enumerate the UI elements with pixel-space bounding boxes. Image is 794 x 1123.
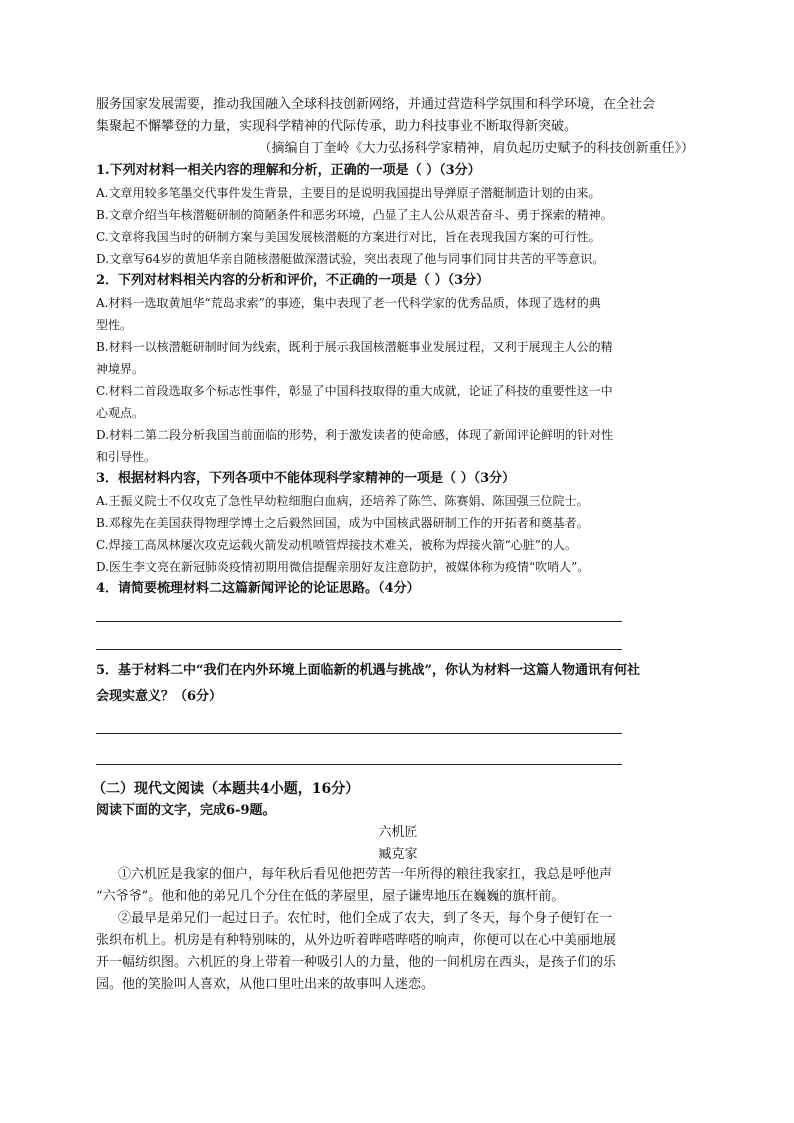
answer-line[interactable] xyxy=(96,621,622,622)
option-c: C.材料二首段选取多个标志性事件，彰显了中国科技取得的重大成就，论证了科技的重要性这一中 xyxy=(96,384,613,398)
option-a: A.文章用较多笔墨交代事件发生背景，主要目的是说明我国提出导弹原子潜艇制造计划的由来。 xyxy=(96,186,601,200)
option-b: B.文章介绍当年核潜艇研制的简陋条件和恶劣环境，凸显了主人公从艰苦奋斗、勇于探索的精神。 xyxy=(96,208,613,222)
option-d: D.材料二第二段分析我国当前面临的形势，利于激发读者的使命感，体现了新闻评论鲜明的针对性 xyxy=(96,428,614,442)
section-heading: （二）现代文阅读（本题共4小题，16分） xyxy=(92,781,360,797)
option-a: A.材料一选取黄旭华“荒岛求索”的事迹，集中表现了老一代科学家的优秀品质，体现了选材的典 xyxy=(96,296,601,310)
question-5-cont: 会现实意义？（6分） xyxy=(96,689,223,704)
answer-line[interactable] xyxy=(96,764,622,765)
question-3: 3．根据材料内容，下列各项中不能体现科学家精神的一项是（ ）（3分） xyxy=(96,471,516,486)
question-2: 2．下列对材料相关内容的分析和评价，不正确的一项是（ ）（3分） xyxy=(96,273,490,288)
article-title: 六机匠 xyxy=(378,825,418,840)
option-b: B.邓稼先在美国获得物理学博士之后毅然回国，成为中国核武器研制工作的开拓者和奠基者。 xyxy=(96,516,589,530)
paragraph-line: ②最早是弟兄们一起过日子。农忙时，他们全成了农夫，到了冬天，每个身子便钉在一 xyxy=(118,911,613,926)
option-a: A.王振义院士不仅攻克了急性早幼粒细胞白血病，还培养了陈竺、陈赛娟、陈国强三位院士。 xyxy=(96,494,589,508)
question-5: 5．基于材料二中“我们在内外环境上面临新的机遇与挑战”，你认为材料一这篇人物通讯有何社 xyxy=(96,663,641,678)
question-4: 4．请简要梳理材料二这篇新闻评论的论证思路。（4分） xyxy=(96,581,420,596)
option-a-cont: 型性。 xyxy=(96,318,133,332)
source-citation: （摘编自丁奎岭《大力弘扬科学家精神，肩负起历史赋予的科技创新重任》） xyxy=(258,141,694,156)
text-line: 集聚起不懈攀登的力量，实现科学精神的代际传承，助力科技事业不断取得新突破。 xyxy=(96,119,578,134)
option-c-cont: 心观点。 xyxy=(96,406,145,420)
option-d-cont: 和引导性。 xyxy=(96,450,157,464)
option-b: B.材料一以核潜艇研制时间为线索，既利于展示我国核潜艇事业发展过程，又利于展现主人公的精 xyxy=(96,340,613,354)
option-b-cont: 神境界。 xyxy=(96,362,145,376)
paragraph-line: 张织布机上。机房是有种特别味的，从外边听着哔嗒哔嗒的响声，你便可以在心中美丽地展 xyxy=(96,933,617,948)
paragraph-line: “六爷爷”。他和他的弟兄几个分住在低的茅屋里，屋子谦卑地压在巍巍的旗杆前。 xyxy=(96,889,565,904)
paragraph-line: 开一幅纺织图。六机匠的身上带着一种吸引人的力量，他的一间机房在西头，是孩子们的乐 xyxy=(96,955,617,970)
text-line: 服务国家发展需要，推动我国融入全球科技创新网络，并通过营造科学氛围和科学环境，在全社会 xyxy=(96,97,656,112)
option-c: C.焊接工高凤林屡次攻克运载火箭发动机喷管焊接技术难关，被称为焊接火箭“心脏”的人。 xyxy=(96,538,577,552)
answer-line[interactable] xyxy=(96,733,622,734)
paragraph-line: 园。他的笑脸叫人喜欢，从他口里吐出来的故事叫人迷恋。 xyxy=(96,977,435,992)
answer-line[interactable] xyxy=(96,649,622,650)
article-author: 臧克家 xyxy=(378,847,418,862)
option-d: D.医生李文亮在新冠肺炎疫情初期用微信提醒亲朋好友注意防护，被媒体称为疫情“吹哨人”。 xyxy=(96,560,590,574)
question-1: 1.下列对材料一相关内容的理解和分析，正确的一项是（ ）（3分） xyxy=(96,163,481,178)
paragraph-line: ①六机匠是我家的佃户，每年秋后看见他把劳苦一年所得的粮往我家扛，我总是呼他声 xyxy=(118,867,613,882)
option-c: C.文章将我国当时的研制方案与美国发展核潜艇的方案进行对比，旨在表现我国方案的可行性。 xyxy=(96,230,601,244)
option-d: D.文章写64岁的黄旭华亲自随核潜艇做深潜试验，突出表现了他与同事们同甘共苦的平等意识。 xyxy=(96,252,605,266)
reading-instruction: 阅读下面的文字，完成6-9题。 xyxy=(96,803,276,818)
